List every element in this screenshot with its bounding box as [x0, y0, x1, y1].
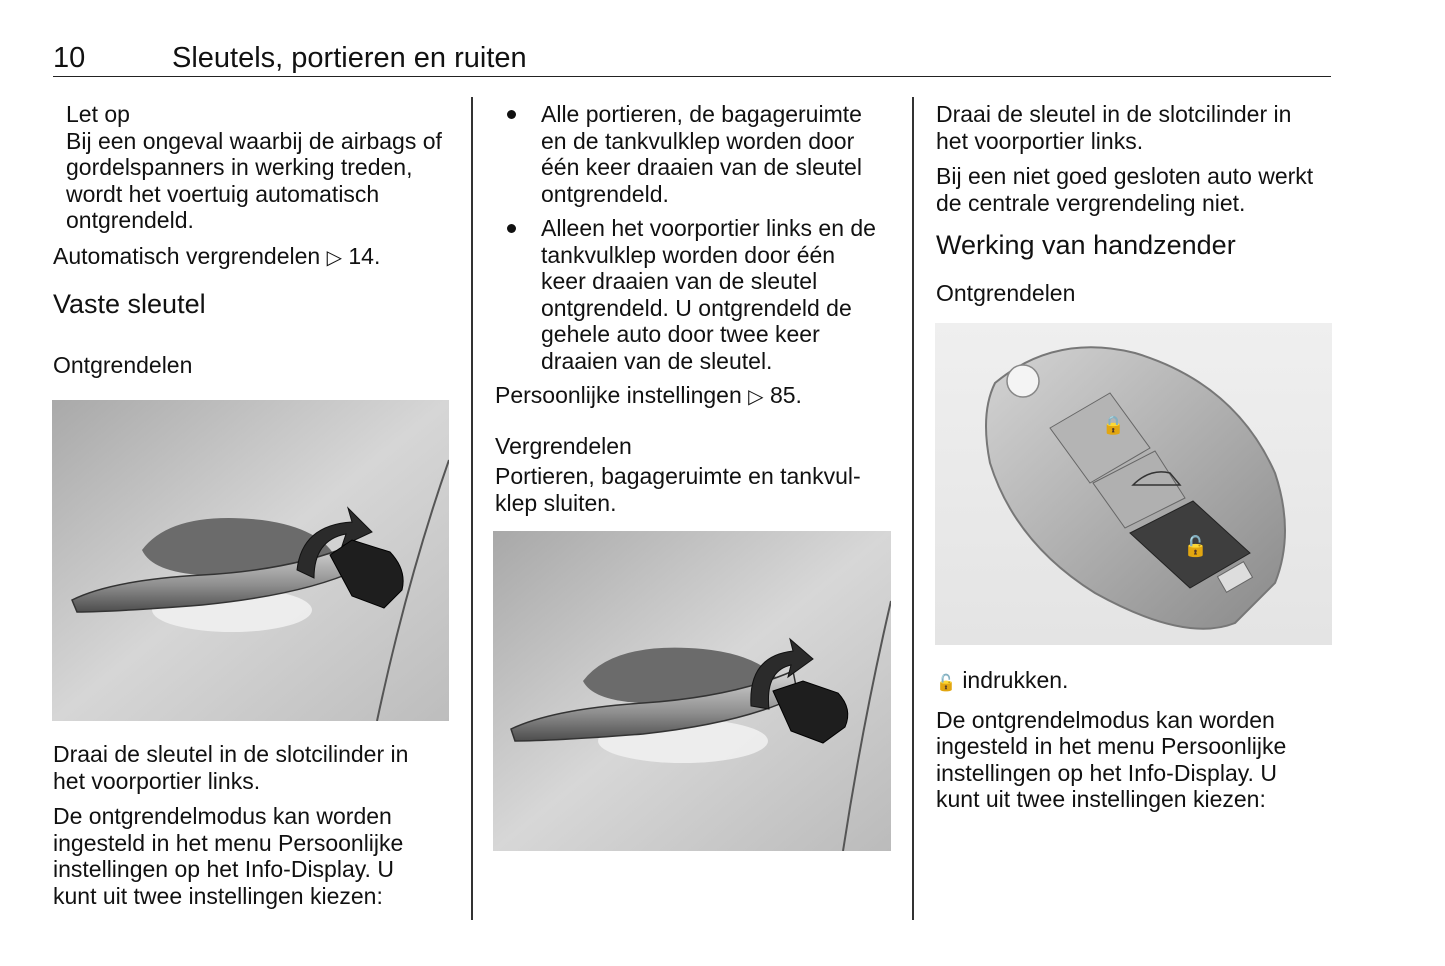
cross-reference-page: 14.: [348, 242, 381, 269]
text-line: en de tankvulklep worden door: [541, 127, 855, 154]
door-unlock-illustration: [52, 400, 449, 721]
text-line: de centrale vergrendeling niet.: [936, 189, 1246, 216]
column-divider: [912, 97, 914, 920]
text-line: draaien van de sleutel.: [541, 347, 773, 374]
column-3-lower: [936, 667, 1336, 822]
text-line: De ontgrendelmodus kan worden: [936, 706, 1275, 733]
text-line: het voorportier links.: [53, 767, 261, 794]
note-title: Let op: [66, 101, 130, 127]
text-line: tankvulklep worden door één: [541, 241, 836, 268]
note-box: [66, 101, 458, 234]
text-line: Draai de sleutel in de slotcilinder in: [53, 741, 409, 767]
text-line: gehele auto door twee keer: [541, 321, 820, 347]
column-1: [53, 97, 458, 379]
text-line: instellingen op het Info-Display. U: [53, 856, 394, 882]
svg-text:🔓: 🔓: [1183, 534, 1208, 558]
text-line: één keer draaien van de sleutel: [541, 154, 862, 180]
chapter-title: Sleutels, portieren en ruiten: [172, 42, 527, 74]
subheading: Vergrendelen: [495, 432, 632, 459]
bullet-item: [495, 101, 895, 207]
text-line: kunt uit twee instellingen kiezen:: [936, 786, 1266, 812]
column-1-lower: [53, 741, 458, 918]
text-line: Bij een niet goed gesloten auto werkt: [936, 163, 1314, 189]
text-line: klep sluiten.: [495, 489, 617, 516]
bullet-item: [495, 215, 895, 374]
text-line: ontgrendeld. U ontgrendeld de: [541, 294, 852, 321]
bullet-icon: [495, 215, 541, 374]
paragraph: [936, 163, 1336, 216]
remote-key-illustration: [935, 323, 1332, 645]
column-3: [936, 97, 1336, 307]
cross-reference[interactable]: [53, 243, 458, 272]
arrow-reference-icon: ▷: [326, 246, 342, 269]
text-line: ingesteld in het menu Persoonlijke: [53, 829, 404, 856]
cross-reference-label: Persoonlijke instellingen: [495, 382, 742, 408]
paragraph: [936, 101, 1336, 154]
note-line: wordt het voertuig automatisch: [66, 180, 380, 207]
paragraph: [936, 707, 1336, 813]
text-line: kunt uit twee instellingen kiezen:: [53, 882, 383, 909]
subheading: Ontgrendelen: [936, 280, 1076, 306]
note-line: ontgrendeld.: [66, 207, 194, 233]
text-line: Portieren, bagageruimte en tankvul-: [495, 463, 861, 489]
page-number: 10: [53, 42, 86, 74]
page-header: [53, 38, 1331, 77]
door-lock-illustration: [493, 531, 891, 851]
note-line: Bij een ongeval waarbij de airbags of: [66, 127, 442, 154]
arrow-reference-icon: ▷: [748, 386, 764, 408]
text-line: ingesteld in het menu Persoonlijke: [936, 733, 1287, 759]
cross-reference-label: Automatisch vergrendelen: [53, 242, 321, 269]
unlock-icon: 🔓: [936, 675, 956, 692]
text-line: ontgrendeld.: [541, 180, 669, 207]
section-heading: Werking van handzender: [936, 230, 1236, 260]
text-line: Draai de sleutel in de slotcilinder in: [936, 101, 1292, 127]
cross-reference-page: 85.: [769, 382, 802, 408]
column-divider: [471, 97, 473, 920]
svg-text:🔒: 🔒: [1102, 415, 1125, 436]
cross-reference[interactable]: [495, 382, 895, 411]
text-line: instellingen op het Info-Display. U: [936, 759, 1277, 786]
text-line: keer draaien van de sleutel: [541, 268, 818, 294]
text-line: het voorportier links.: [936, 127, 1144, 154]
paragraph: [53, 803, 458, 909]
press-instruction: indrukken.: [962, 667, 1069, 693]
column-2: [495, 97, 895, 525]
paragraph: [495, 463, 895, 516]
subheading: Ontgrendelen: [53, 352, 193, 378]
section-heading: Vaste sleutel: [53, 289, 206, 319]
paragraph: [936, 667, 1336, 698]
note-line: gordelspanners in werking treden,: [66, 154, 413, 180]
text-line: Alle portieren, de bagageruimte: [541, 101, 862, 127]
bullet-icon: [495, 101, 541, 207]
paragraph: [53, 741, 458, 794]
text-line: De ontgrendelmodus kan worden: [53, 803, 392, 829]
text-line: Alleen het voorportier links en de: [541, 215, 876, 241]
